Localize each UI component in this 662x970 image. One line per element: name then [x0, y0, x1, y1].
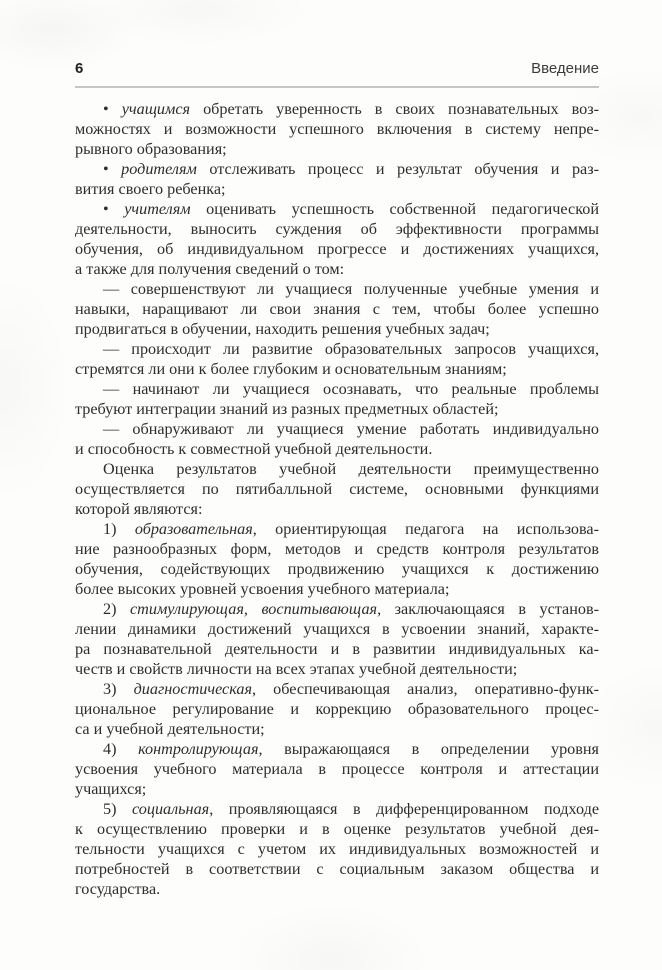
chapter-title: Введение [531, 60, 599, 77]
text-segment: 3) [103, 680, 134, 698]
text-segment: навыки, наращивают ли свои знания с тем, чтобы более успешно [75, 300, 599, 318]
text-line [75, 879, 599, 899]
paragraph [75, 199, 599, 279]
text-segment: , обеспечивающая анализ, оперативно-функ- [252, 680, 599, 698]
emphasized-term: стимулирующая, воспитывающая [130, 600, 378, 618]
text-line [75, 639, 599, 659]
text-line [75, 479, 599, 499]
paragraph [75, 339, 599, 379]
text-segment: 2) [103, 600, 130, 618]
emphasized-term: диагностическая [133, 680, 253, 698]
text-segment: и способность к совместной учебной деятельности. [75, 440, 433, 458]
text-segment: продвигаться в обучении, находить решения учебных задач; [75, 320, 490, 338]
text-segment: потребностей в соответствии с социальным заказом общества и [75, 860, 599, 878]
text-line [75, 539, 599, 559]
text-segment: 4) [103, 740, 139, 758]
emphasized-term: учащимся [121, 100, 191, 118]
text-segment: 1) [103, 520, 135, 538]
text-segment: , ориентирующая педагога на использова- [252, 520, 599, 538]
text-line [75, 519, 599, 539]
text-line [75, 379, 599, 399]
text-line [75, 199, 599, 219]
text-line [75, 359, 599, 379]
paragraph [75, 739, 599, 799]
text-segment: • [103, 160, 122, 178]
text-segment: , проявляющаяся в дифференцированном подходе [209, 800, 599, 818]
text-segment: са и учебной деятельности; [75, 720, 265, 738]
text-line [75, 799, 599, 819]
running-head [75, 60, 599, 77]
text-segment: обучения, об индивидуальном прогрессе и достижениях учащихся, [75, 240, 599, 258]
paragraph [75, 599, 599, 679]
text-line [75, 299, 599, 319]
text-line [75, 579, 599, 599]
text-segment: лении динамики достижений учащихся в усвоении знаний, характе- [75, 620, 599, 638]
text-line [75, 99, 599, 119]
text-segment: ние разнообразных форм, методов и средств контроля результатов [75, 540, 599, 558]
text-line [75, 699, 599, 719]
text-segment: • [103, 100, 122, 118]
emphasized-term: социальная [131, 800, 210, 818]
text-line [75, 139, 599, 159]
paragraph [75, 279, 599, 339]
text-line [75, 759, 599, 779]
text-segment: рывного образования; [75, 140, 227, 158]
paragraph [75, 679, 599, 739]
text-line [75, 399, 599, 419]
paragraph [75, 99, 599, 159]
text-segment: более высоких уровней усвоения учебного материала; [75, 580, 450, 598]
text-segment: учащихся; [75, 780, 147, 798]
text-line [75, 219, 599, 239]
text-segment: обретать уверенность в своих познавательных воз- [190, 100, 599, 118]
text-line [75, 719, 599, 739]
text-segment: ра познавательной деятельности и в развитии индивидуальных ка- [75, 640, 599, 658]
text-line [75, 839, 599, 859]
text-line [75, 599, 599, 619]
text-line [75, 239, 599, 259]
header-rule [75, 86, 599, 88]
page-body [75, 99, 599, 899]
text-segment: осуществляется по пятибалльной системе, основными функциями [75, 480, 599, 498]
text-line [75, 459, 599, 479]
text-segment: — происходит ли развитие образовательных запросов учащихся, [103, 340, 599, 358]
text-line [75, 559, 599, 579]
text-line [75, 739, 599, 759]
page-number: 6 [75, 60, 84, 77]
text-line [75, 819, 599, 839]
emphasized-term: учителям [124, 200, 191, 218]
text-segment: вития своего ребенка; [75, 180, 226, 198]
text-segment: • [103, 200, 125, 218]
emphasized-term: родителям [121, 160, 197, 178]
paragraph [75, 519, 599, 599]
text-line [75, 779, 599, 799]
text-segment: обучения, содействующих продвижению учащихся к достижению [75, 560, 599, 578]
text-line [75, 679, 599, 699]
text-segment: , заключающаяся в установ- [377, 600, 599, 618]
paragraph [75, 419, 599, 459]
text-segment: государства. [75, 880, 161, 898]
text-segment: 5) [103, 800, 132, 818]
text-line [75, 259, 599, 279]
text-segment: стремятся ли они к более глубоким и основательным знаниям; [75, 360, 507, 378]
text-line [75, 319, 599, 339]
text-line [75, 419, 599, 439]
text-segment: — обнаруживают ли учащиеся умение работать индивидуально [103, 420, 599, 438]
text-line [75, 499, 599, 519]
text-segment: а также для получения сведений о том: [75, 260, 345, 278]
text-line [75, 279, 599, 299]
text-line [75, 159, 599, 179]
text-line [75, 859, 599, 879]
text-segment: оценивать успешность собственной педагогической [190, 200, 599, 218]
text-segment: честв и свойств личности на всех этапах учебной деятельности; [75, 660, 518, 678]
text-segment: деятельности, выносить суждения об эффективности программы [75, 220, 599, 238]
text-segment: тельности учащихся с учетом их индивидуальных возможностей и [75, 840, 599, 858]
text-segment: которой являются: [75, 500, 203, 518]
emphasized-term: контролирующая [138, 740, 259, 758]
text-segment: , выражающаяся в определении уровня [258, 740, 599, 758]
text-line [75, 119, 599, 139]
text-line [75, 659, 599, 679]
text-segment: требуют интеграции знаний из разных предметных областей; [75, 400, 499, 418]
text-segment: — совершенствуют ли учащиеся полученные учебные умения и [103, 280, 599, 298]
text-segment: усвоения учебного материала в процессе контроля и аттестации [75, 760, 599, 778]
text-segment: можностях и возможности успешного включения в систему непре- [75, 120, 599, 138]
text-segment: к осуществлению проверки и в оценке результатов учебной дея- [75, 820, 599, 838]
text-line [75, 339, 599, 359]
paragraph [75, 159, 599, 199]
text-segment: — начинают ли учащиеся осознавать, что реальные проблемы [103, 380, 599, 398]
text-segment: отслеживать процесс и результат обучения и раз- [196, 160, 599, 178]
text-line [75, 619, 599, 639]
text-line [75, 179, 599, 199]
paragraph [75, 799, 599, 899]
paragraph [75, 379, 599, 419]
emphasized-term: образовательная [134, 520, 253, 538]
text-segment: Оценка результатов учебной деятельности преимущественно [103, 460, 599, 478]
text-line [75, 439, 599, 459]
paragraph [75, 459, 599, 519]
text-segment: циональное регулирование и коррекцию образовательного процес- [75, 700, 599, 718]
